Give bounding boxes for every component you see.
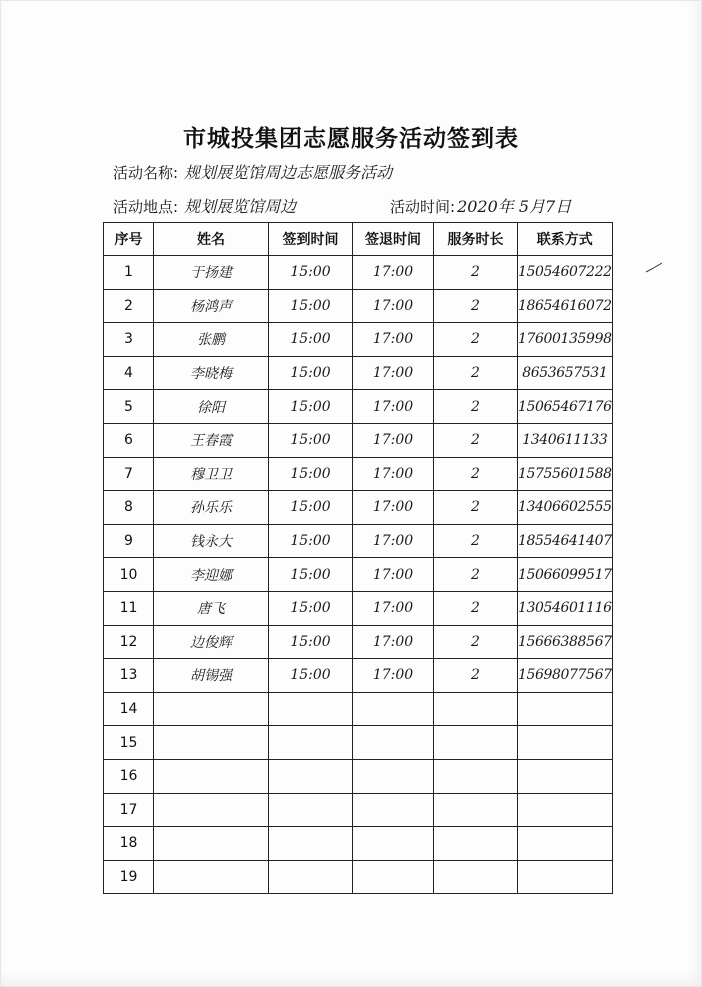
table-row (104, 256, 613, 290)
cell-serial: 19 (104, 860, 154, 894)
cell-sign-in-time: 15:00 (269, 558, 353, 592)
table-header-row (104, 223, 613, 256)
cell-sign-out-time: 17:00 (353, 659, 434, 693)
location-label: 活动地点: (113, 198, 179, 216)
activity-time-value: 2020年 5月7日 (457, 197, 572, 216)
cell-contact: 13054601116 (518, 591, 613, 625)
cell-name: 于扬建 (154, 256, 269, 290)
table-row (104, 726, 613, 760)
cell-service-hours: 2 (434, 256, 518, 290)
cell-sign-out-time (353, 759, 434, 793)
header-serial: 序号 (104, 223, 154, 256)
cell-serial: 9 (104, 524, 154, 558)
cell-name: 孙乐乐 (154, 491, 269, 525)
cell-name: 王春霞 (154, 423, 269, 457)
cell-service-hours (434, 692, 518, 726)
table-row (104, 625, 613, 659)
cell-sign-in-time: 15:00 (269, 323, 353, 357)
activity-time-label: 活动时间: (390, 198, 456, 216)
cell-contact: 1340611133 (518, 423, 613, 457)
cell-name: 穆卫卫 (154, 457, 269, 491)
cell-name (154, 860, 269, 894)
cell-sign-in-time (269, 759, 353, 793)
cell-sign-out-time (353, 827, 434, 861)
cell-service-hours: 2 (434, 625, 518, 659)
cell-serial: 1 (104, 256, 154, 290)
cell-name: 边俊辉 (154, 625, 269, 659)
cell-sign-out-time: 17:00 (353, 524, 434, 558)
cell-sign-in-time (269, 827, 353, 861)
cell-name: 胡锡强 (154, 659, 269, 693)
cell-serial: 7 (104, 457, 154, 491)
cell-service-hours (434, 860, 518, 894)
cell-sign-out-time (353, 726, 434, 760)
cell-sign-in-time: 15:00 (269, 289, 353, 323)
cell-name: 李迎娜 (154, 558, 269, 592)
table-row (104, 457, 613, 491)
cell-name: 李晓梅 (154, 356, 269, 390)
cell-contact (518, 759, 613, 793)
cell-serial: 6 (104, 423, 154, 457)
cell-sign-in-time: 15:00 (269, 356, 353, 390)
cell-serial: 3 (104, 323, 154, 357)
cell-sign-in-time: 15:00 (269, 659, 353, 693)
cell-sign-out-time: 17:00 (353, 256, 434, 290)
activity-name-value: 规划展览馆周边志愿服务活动 (184, 163, 393, 182)
cell-sign-out-time: 17:00 (353, 423, 434, 457)
cell-service-hours: 2 (434, 491, 518, 525)
cell-name: 唐飞 (154, 591, 269, 625)
cell-contact: 15066099517 (518, 558, 613, 592)
cell-sign-out-time (353, 860, 434, 894)
cell-name (154, 726, 269, 760)
cell-service-hours: 2 (434, 558, 518, 592)
cell-sign-in-time: 15:00 (269, 256, 353, 290)
cell-contact (518, 860, 613, 894)
cell-sign-in-time (269, 726, 353, 760)
cell-service-hours: 2 (434, 591, 518, 625)
cell-contact: 13406602555 (518, 491, 613, 525)
cell-service-hours (434, 793, 518, 827)
cell-contact: 8653657531 (518, 356, 613, 390)
cell-service-hours: 2 (434, 356, 518, 390)
cell-sign-in-time: 15:00 (269, 524, 353, 558)
header-contact: 联系方式 (518, 223, 613, 256)
cell-serial: 17 (104, 793, 154, 827)
cell-serial: 8 (104, 491, 154, 525)
cell-sign-in-time: 15:00 (269, 390, 353, 424)
cell-sign-out-time: 17:00 (353, 558, 434, 592)
cell-sign-out-time: 17:00 (353, 356, 434, 390)
cell-sign-in-time (269, 793, 353, 827)
activity-name-line (113, 160, 392, 183)
cell-service-hours: 2 (434, 524, 518, 558)
location-line (113, 194, 296, 217)
cell-contact (518, 726, 613, 760)
cell-sign-in-time: 15:00 (269, 457, 353, 491)
cell-service-hours: 2 (434, 423, 518, 457)
cell-serial: 11 (104, 591, 154, 625)
activity-time-line (390, 194, 571, 217)
table-row (104, 356, 613, 390)
cell-sign-in-time: 15:00 (269, 423, 353, 457)
cell-name (154, 692, 269, 726)
cell-service-hours: 2 (434, 659, 518, 693)
cell-sign-in-time: 15:00 (269, 491, 353, 525)
table-row (104, 558, 613, 592)
cell-serial: 13 (104, 659, 154, 693)
header-service-hours: 服务时长 (434, 223, 518, 256)
cell-name (154, 827, 269, 861)
cell-contact: 15666388567 (518, 625, 613, 659)
cell-contact: 15065467176 (518, 390, 613, 424)
cell-name (154, 793, 269, 827)
document-title: 市城投集团志愿服务活动签到表 (183, 125, 519, 152)
cell-serial: 12 (104, 625, 154, 659)
table-row (104, 323, 613, 357)
cell-name (154, 759, 269, 793)
cell-name: 徐阳 (154, 390, 269, 424)
cell-service-hours: 2 (434, 289, 518, 323)
activity-name-label: 活动名称: (113, 164, 179, 182)
cell-contact (518, 692, 613, 726)
table-row (104, 759, 613, 793)
cell-serial: 10 (104, 558, 154, 592)
cell-service-hours (434, 726, 518, 760)
header-sign-out-time: 签退时间 (353, 223, 434, 256)
cell-sign-out-time: 17:00 (353, 323, 434, 357)
table-row (104, 423, 613, 457)
table-row (104, 390, 613, 424)
cell-contact: 15054607222 (518, 256, 613, 290)
table-row (104, 692, 613, 726)
cell-serial: 14 (104, 692, 154, 726)
cell-serial: 18 (104, 827, 154, 861)
cell-serial: 2 (104, 289, 154, 323)
cell-sign-out-time: 17:00 (353, 457, 434, 491)
table-row (104, 591, 613, 625)
cell-sign-in-time: 15:00 (269, 591, 353, 625)
cell-service-hours (434, 759, 518, 793)
cell-sign-out-time: 17:00 (353, 625, 434, 659)
stray-pen-mark (644, 262, 664, 274)
cell-contact: 15755601588 (518, 457, 613, 491)
cell-sign-in-time (269, 692, 353, 726)
cell-contact: 15698077567 (518, 659, 613, 693)
table-row (104, 524, 613, 558)
cell-name: 杨鸿声 (154, 289, 269, 323)
cell-sign-out-time: 17:00 (353, 591, 434, 625)
cell-service-hours (434, 827, 518, 861)
table-body (104, 256, 613, 894)
cell-serial: 5 (104, 390, 154, 424)
cell-contact: 18554641407 (518, 524, 613, 558)
cell-contact (518, 793, 613, 827)
header-name: 姓名 (154, 223, 269, 256)
cell-sign-in-time: 15:00 (269, 625, 353, 659)
cell-sign-out-time: 17:00 (353, 491, 434, 525)
sign-in-table (103, 222, 613, 894)
cell-sign-out-time (353, 793, 434, 827)
cell-name: 钱永大 (154, 524, 269, 558)
table-row (104, 827, 613, 861)
cell-contact: 18654616072 (518, 289, 613, 323)
table-row (104, 860, 613, 894)
cell-service-hours: 2 (434, 457, 518, 491)
table-row (104, 289, 613, 323)
header-sign-in-time: 签到时间 (269, 223, 353, 256)
table-row (104, 793, 613, 827)
cell-serial: 15 (104, 726, 154, 760)
table-row (104, 491, 613, 525)
cell-serial: 16 (104, 759, 154, 793)
cell-name: 张鹏 (154, 323, 269, 357)
cell-sign-out-time: 17:00 (353, 289, 434, 323)
cell-contact (518, 827, 613, 861)
cell-serial: 4 (104, 356, 154, 390)
cell-service-hours: 2 (434, 390, 518, 424)
table-row (104, 659, 613, 693)
cell-contact: 17600135998 (518, 323, 613, 357)
cell-sign-out-time (353, 692, 434, 726)
cell-sign-out-time: 17:00 (353, 390, 434, 424)
cell-service-hours: 2 (434, 323, 518, 357)
location-value: 规划展览馆周边 (184, 197, 297, 216)
cell-sign-in-time (269, 860, 353, 894)
